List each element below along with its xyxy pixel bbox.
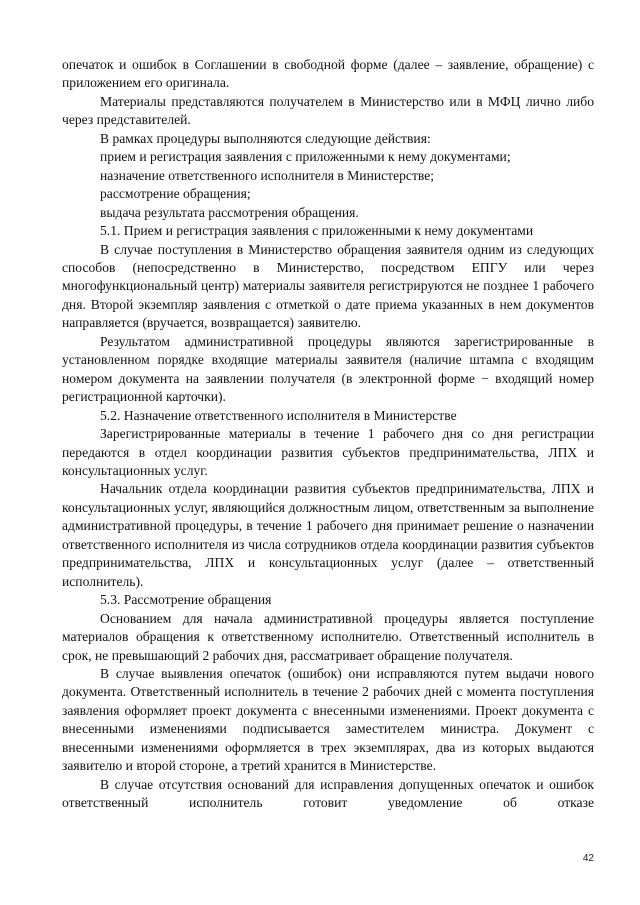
list-item: выдача результата рассмотрения обращения.: [100, 204, 359, 220]
paragraph: В случае выявления опечаток (ошибок) они исправляются путем выдачи нового документа. Ответственный исполнитель в течение 2 рабочих дней с момента поступления заявления оформляет проект документа с внесенными изменениями. Проект документа с внесенными изменениями подписывается заместителем министра. Документ с внесенными изменениями оформляется в трех экземплярах, два из которых выдаются заявителю и второй стороне, а третий хранится в Министерстве.: [62, 665, 594, 774]
section-heading: 5.1. Прием и регистрация заявления с приложенными к нему документами: [100, 223, 534, 239]
paragraph: опечаток и ошибок в Соглашении в свободной форме (далее – заявление, обращение) с приложением его оригинала.: [62, 57, 594, 91]
paragraph: В случае поступления в Министерство обращения заявителя одним из следующих способов (непосредственно в Министерство, посредством ЕПГУ или через многофункциональный центр) материалы заявителя регистрируются не позднее 1 рабочего дня. Второй экземпляр заявления с отметкой о дате приема указанных в нем документов направляется (вручается, возвращается) заявителю.: [62, 241, 594, 331]
paragraph: Результатом административной процедуры являются зарегистрированные в установленном порядке входящие материалы заявителя (наличие штампа с входящим номером документа на заявлении получателя (в электронной форме − входящий номер регистрационной карточки).: [62, 333, 594, 405]
document-body: [62, 56, 594, 813]
paragraph: Основанием для начала административной процедуры является поступление материалов обращения к ответственному исполнителю. Ответственный исполнитель в срок, не превышающий 2 рабочих дня, рассматривает обращение получателя.: [62, 610, 594, 663]
section-heading: 5.2. Назначение ответственного исполнителя в Министерстве: [100, 407, 457, 423]
paragraph: В случае отсутствия оснований для исправления допущенных опечаток и ошибок ответственный исполнитель готовит уведомление об отказе: [62, 776, 594, 811]
paragraph: Материалы представляются получателем в Министерство или в МФЦ лично либо через представителей.: [62, 93, 594, 128]
paragraph: Зарегистрированные материалы в течение 1 рабочего дня со дня регистрации передаются в отдел координации развития субъектов предпринимательства, ЛПХ и консультационных услуг.: [62, 426, 594, 478]
list-item: прием и регистрация заявления с приложенными к нему документами;: [100, 149, 511, 165]
paragraph: Начальник отдела координации развития субъектов предпринимательства, ЛПХ и консультационных услуг, являющийся должностным лицом, ответственным за выполнение административной процедуры, в течение 1 рабочего дня принимает решение о назначении ответственного исполнителя из числа сотрудников отдела координации развития субъектов предпринимательства, ЛПХ и консультационных услуг (далее – ответственный исполнитель).: [62, 481, 594, 589]
list-item: рассмотрение обращения;: [100, 186, 251, 202]
page-number: 42: [582, 853, 594, 864]
section-heading: 5.3. Рассмотрение обращения: [100, 592, 272, 608]
list-item: назначение ответственного исполнителя в Министерстве;: [100, 167, 435, 183]
paragraph: В рамках процедуры выполняются следующие действия:: [100, 130, 431, 146]
